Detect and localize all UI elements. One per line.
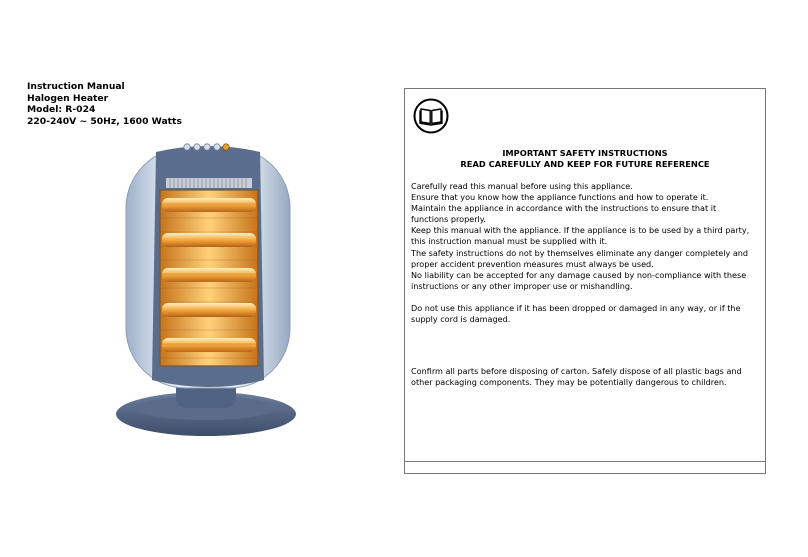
instruction-keep-manual: Keep this manual with the appliance. If the appliance is to be used by a third party, this instruction manual must be supplied with it. — [411, 225, 750, 247]
instruction-maintain: Maintain the appliance in accordance with the instructions to ensure that it functions properly. — [411, 203, 717, 225]
safety-heading-line-1: IMPORTANT SAFETY INSTRUCTIONS — [502, 148, 668, 158]
panel-footer-rule — [405, 461, 765, 462]
warning-damaged-appliance: Do not use this appliance if it has been dropped or damaged in any way, or if the supply cord is damaged. — [411, 302, 741, 325]
safety-heading-line-2: READ CAREFULLY AND KEEP FOR FUTURE REFERENCE — [460, 159, 710, 170]
book-icon — [413, 98, 449, 134]
safety-body — [411, 181, 753, 388]
power-rating: 220-240V ~ 50Hz, 1600 Watts — [27, 115, 182, 127]
halogen-heater-photo — [104, 138, 316, 438]
safety-instructions-panel — [404, 88, 766, 474]
instruction-accident-prevention: The safety instructions do not by themselves eliminate any danger completely and proper accident prevention measures must always be used. — [411, 247, 749, 269]
instruction-know-functions: Ensure that you know how the appliance functions and how to operate it. — [411, 192, 709, 203]
manual-title: Instruction Manual — [27, 81, 125, 92]
product-name: Halogen Heater — [27, 92, 109, 104]
safety-heading — [405, 148, 765, 171]
model-number: Model: R-024 — [27, 104, 96, 116]
cover-title-block — [27, 81, 182, 127]
instruction-read-manual: Carefully read this manual before using this appliance. — [411, 181, 633, 191]
packaging-disposal-note: Confirm all parts before disposing of carton. Safely dispose of all plastic bags and other packaging components. They may be potentially dangerous to children. — [411, 366, 742, 388]
instruction-liability: No liability can be accepted for any damage caused by non-compliance with these instructions or any other improper use or mishandling. — [411, 269, 747, 291]
